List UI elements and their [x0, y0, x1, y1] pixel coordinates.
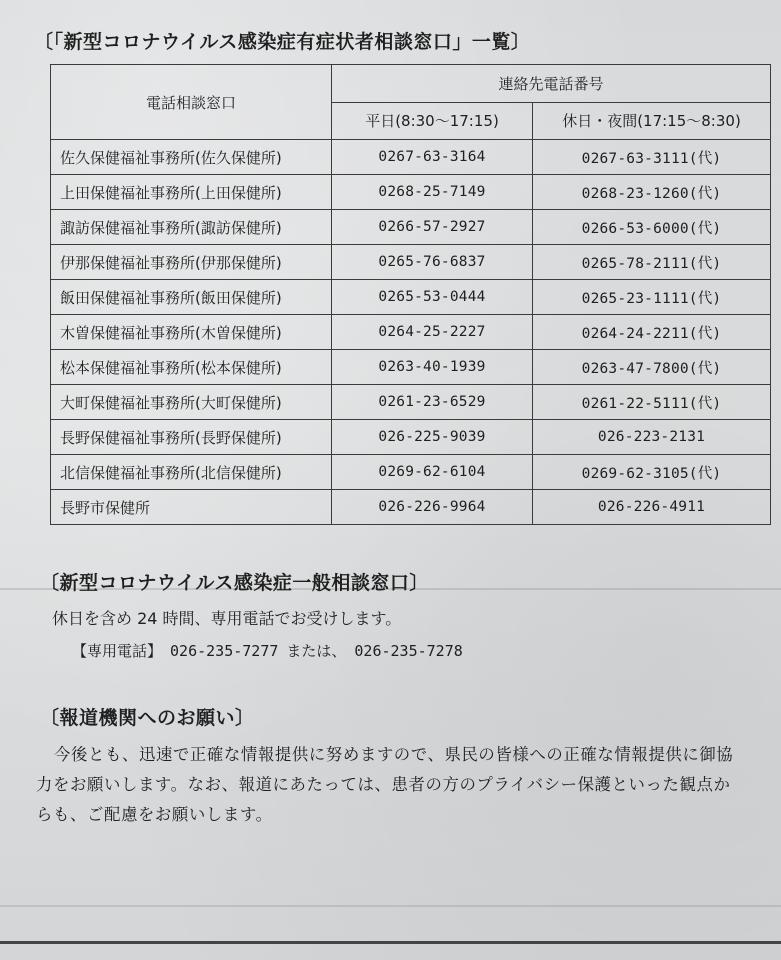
- dedicated-phone-line: [72, 640, 463, 661]
- weekday-phone: 0267-63-3164: [332, 140, 533, 175]
- holiday-phone: 0266-53-6000(代): [533, 210, 771, 245]
- table-row: [51, 245, 771, 280]
- office-name: 大町保健福祉事務所(大町保健所): [51, 385, 332, 420]
- weekday-phone: 0268-25-7149: [332, 175, 533, 210]
- header-office-column: 電話相談窓口: [51, 65, 332, 140]
- table-row: [51, 420, 771, 455]
- paper-fold-line: [0, 905, 781, 907]
- weekday-phone: 0269-62-6104: [332, 455, 533, 490]
- office-name: 長野市保健所: [51, 490, 332, 525]
- holiday-phone: 026-223-2131: [533, 420, 771, 455]
- office-name: 佐久保健福祉事務所(佐久保健所): [51, 140, 332, 175]
- office-name: 長野保健福祉事務所(長野保健所): [51, 420, 332, 455]
- weekday-phone: 026-225-9039: [332, 420, 533, 455]
- weekday-phone: 0263-40-1939: [332, 350, 533, 385]
- paragraph-line: らも、ご配慮をお願いします。: [36, 805, 273, 824]
- table-row: [51, 175, 771, 210]
- table-row: [51, 385, 771, 420]
- paragraph-line: 力をお願いします。なお、報道にあたっては、患者の方のプライバシー保護といった観点か: [36, 775, 731, 794]
- general-consultation-title: 〔新型コロナウイルス感染症一般相談窓口〕: [40, 572, 429, 594]
- office-name: 松本保健福祉事務所(松本保健所): [51, 350, 332, 385]
- press-request-paragraph: [36, 740, 776, 830]
- page-bottom-edge: [0, 941, 781, 944]
- weekday-phone: 026-226-9964: [332, 490, 533, 525]
- or-text: または、: [286, 642, 347, 660]
- table-row: [51, 315, 771, 350]
- paragraph-line: 今後とも、迅速で正確な情報提供に努めますので、県民の皆様への正確な情報提供に御協: [54, 745, 734, 764]
- consultation-contacts-table: [50, 64, 771, 525]
- table-row: [51, 455, 771, 490]
- dedicated-phone-label: 【専用電話】: [72, 642, 163, 660]
- press-request-title: 〔報道機関へのお願い〕: [40, 707, 255, 729]
- office-name: 上田保健福祉事務所(上田保健所): [51, 175, 332, 210]
- weekday-phone: 0265-53-0444: [332, 280, 533, 315]
- dedicated-phone-1: 026-235-7277: [170, 642, 279, 660]
- office-name: 飯田保健福祉事務所(飯田保健所): [51, 280, 332, 315]
- weekday-phone: 0264-25-2227: [332, 315, 533, 350]
- holiday-phone: 0265-23-1111(代): [533, 280, 771, 315]
- header-weekday: 平日(8:30〜17:15): [332, 102, 533, 140]
- weekday-phone: 0265-76-6837: [332, 245, 533, 280]
- table-row: [51, 280, 771, 315]
- table-row: [51, 210, 771, 245]
- general-consultation-hours: 休日を含め 24 時間、専用電話でお受けします。: [52, 609, 402, 628]
- table-row: [51, 350, 771, 385]
- weekday-phone: 0266-57-2927: [332, 210, 533, 245]
- holiday-phone: 0263-47-7800(代): [533, 350, 771, 385]
- office-name: 伊那保健福祉事務所(伊那保健所): [51, 245, 332, 280]
- office-name: 木曽保健福祉事務所(木曽保健所): [51, 315, 332, 350]
- table-row: [51, 490, 771, 525]
- office-name: 諏訪保健福祉事務所(諏訪保健所): [51, 210, 332, 245]
- holiday-phone: 0264-24-2211(代): [533, 315, 771, 350]
- holiday-phone: 0268-23-1260(代): [533, 175, 771, 210]
- header-holiday-night: 休日・夜間(17:15〜8:30): [533, 102, 771, 140]
- holiday-phone: 0261-22-5111(代): [533, 385, 771, 420]
- holiday-phone: 0269-62-3105(代): [533, 455, 771, 490]
- weekday-phone: 0261-23-6529: [332, 385, 533, 420]
- holiday-phone: 0267-63-3111(代): [533, 140, 771, 175]
- holiday-phone: 0265-78-2111(代): [533, 245, 771, 280]
- holiday-phone: 026-226-4911: [533, 490, 771, 525]
- header-phone-group: 連絡先電話番号: [332, 65, 771, 103]
- table-row: [51, 140, 771, 175]
- table-section-title: 〔「新型コロナウイルス感染症有症状者相談窓口」一覧〕: [34, 31, 531, 53]
- office-name: 北信保健福祉事務所(北信保健所): [51, 455, 332, 490]
- dedicated-phone-2: 026-235-7278: [354, 642, 463, 660]
